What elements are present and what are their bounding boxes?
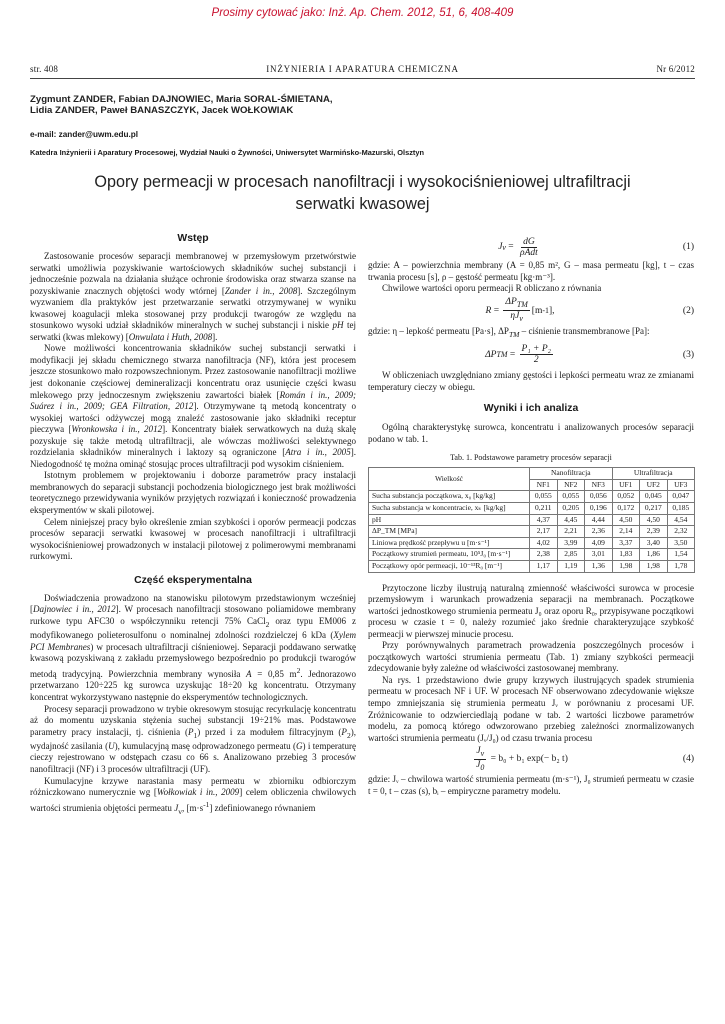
citation-ref: Dajnowiec i in., 2012 <box>33 604 116 615</box>
table-cell: 2,38 <box>530 549 558 561</box>
table-cell: 1,54 <box>667 549 695 561</box>
table-row <box>369 526 695 538</box>
table-col-header: UF2 <box>640 479 668 491</box>
authors-line-2: Lidia ZANDER, Paweł BANASZCZYK, Jacek WOŁKOWIAK <box>30 104 294 116</box>
paragraph: Celem niniejszej pracy było określenie zmian szybkości i oporów permeacji podczas procesów separacji serwatki kwasowej w procesach nanofiltracji i ultrafiltracji wysokociśnieniowej prowadzonych w instalacji pilotowej z polimerowymi membranami rurkowymi. <box>30 516 356 562</box>
table-row <box>369 560 695 572</box>
table-cell: 1,83 <box>612 549 640 561</box>
section-heading-introduction: Wstęp <box>177 233 209 244</box>
table-cell: 3,01 <box>585 549 613 561</box>
text-block: Ogólną charakterystykę surowca, koncentratu i analizowanych procesów separacji podano w tab. 1. <box>368 422 694 444</box>
table-header-ultrafiltration: Ultrafiltracja <box>612 468 695 480</box>
table-col-header: NF3 <box>585 479 613 491</box>
table-cell: 2,85 <box>557 549 585 561</box>
table-cell: 0,185 <box>667 502 695 514</box>
parameters-table <box>368 467 695 572</box>
table-cell: 1,78 <box>667 560 695 572</box>
table-cell: 2,36 <box>585 526 613 538</box>
table-cell: 1,19 <box>557 560 585 572</box>
table-cell: 4,37 <box>530 514 558 526</box>
paragraph: Doświadczenia prowadzono na stanowisku pilotowym przedstawionym wcześniej [Dajnowiec i in., 2012]. W procesach nanofiltracji stosowano poliamidowe membrany rurkowe typu AFC30 o współczynniku retencji 75% CaCl$_2$ oraz typu EM006 z modyfikowanego polieterosulfonu o nominalnej zdolności rozdzielczej 6 kDa (Xylem PCI Membranes) w procesach ultrafiltracji ciśnieniowej. Separacji poddawano serwatkę kwasową pozyskiwaną z zakładu przemysłowego bezpośrednio po produkcji twarogów metodą tradycyjną. Powierzchnia membrany wynosiła A = 0,85 $m^2$. Jednorazowo przetwarzano 120÷225 kg surowca uzyskując 18÷20 kg koncentratu. Otrzymany koncentrat wykorzystywano następnie do eksperymentów technologicznych. <box>30 592 356 702</box>
row-label: Sucha substancja początkowa, x₀ [kg/kg] <box>369 491 530 503</box>
table-caption: Tab. 1. Podstawowe parametry procesów separacji <box>450 453 612 463</box>
table-cell: 0,047 <box>667 491 695 503</box>
table-row <box>369 549 695 561</box>
table-cell: 0,172 <box>612 502 640 514</box>
table-row <box>369 502 695 514</box>
table-cell: 0,211 <box>530 502 558 514</box>
table-row <box>369 491 695 503</box>
section-heading-results: Wyniki i ich analiza <box>483 403 579 415</box>
table-cell: 4,50 <box>640 514 668 526</box>
table-cell: 3,40 <box>640 537 668 549</box>
table-cell: 2,39 <box>640 526 668 538</box>
table-cell: 3,50 <box>667 537 695 549</box>
authors <box>30 95 550 116</box>
issue-number: Nr 6/2012 <box>656 64 695 74</box>
table-cell: 0,205 <box>557 502 585 514</box>
citation-ref: Wronkowska i in., 2012 <box>71 424 163 435</box>
results-text <box>368 583 694 745</box>
authors-line-1: Zygmunt ZANDER, Fabian DAJNOWIEC, Maria SORAL-ŚMIETANA, <box>30 94 333 105</box>
table-cell: 1,36 <box>585 560 613 572</box>
table-cell: 4,44 <box>585 514 613 526</box>
equation-number: (2) <box>682 305 694 316</box>
section-heading-experimental: Część eksperymentalna <box>134 574 252 586</box>
row-label: pH <box>369 514 530 526</box>
paragraph: Istotnym problemem w projektowaniu i doborze parametrów pracy instalacji membranowych do separacji substancji pochodzenia biologicznego jest brak możliwości teoretycznego przewidywania wyników przyjętych rozwiązań i konieczność prowadzenia eksperymentów w skali pilotowej. <box>30 470 356 516</box>
equation-number: (3) <box>682 349 694 360</box>
experimental-text <box>30 593 356 817</box>
table-cell: 2,17 <box>530 526 558 538</box>
equation-1: J v = $\frac{dG}{\text{ρAdt}}$ (1) <box>498 236 694 258</box>
row-label: Początkowy strumień permeatu, 10⁵J₀ [m·s⁻¹] <box>369 549 530 561</box>
table-cell: 1,86 <box>640 549 668 561</box>
citation-ref: Zander i in., 2008 <box>224 285 298 296</box>
eq4-description: gdzie: Jᵥ – chwilowa wartość strumienia permeatu (m·s⁻¹), J₀ strumień permeatu w czasie t = 0, t – czas (s), bᵢ – empiryczne parametry modelu. <box>368 774 694 796</box>
paragraph: Nowe możliwości koncentrowania składników suchej substancji serwatki i modyfikacji jej składu chemicznego stwarza nanofiltracja (NF), która jest procesem jeszcze stosunkowo mało rozpowszechnionym. Przez zastosowanie nanofiltracji możliwe jest dokonanie częściowej demineralizacji koncentratu oraz usunięcie części kwasu mlekowego przy jednoczesnym zwiększeniu zawartości białek [Román i in., 2009; Suárez i in., 2009; GEA Filtration, 2012]. Otrzymywane tą metodą koncentraty o wysokiej wartości odżywczej mogą znaleźć zastosowanie jako składniki receptur pieczywa [Wronkowska i in., 2012]. Koncentraty białek serwatkowych na dużą skalę pozyskuje się także metodą ultrafiltracji, ale wówczas możliwości selektywnego rozdzielania składników mineralnych i laktozy są ograniczone [Atra i in., 2005]. Niedogodność tę można ominąć stosując proces ultrafiltracji pod wysokim ciśnieniem. <box>30 343 356 469</box>
table-cell: 0,055 <box>557 491 585 503</box>
table-cell: 0,056 <box>585 491 613 503</box>
citation-ref: Xylem PCI Membranes <box>30 630 356 652</box>
row-label: Liniowa prędkość przepływu u [m·s⁻¹] <box>369 537 530 549</box>
title-line-1: Opory permeacji w procesach nanofiltracji i wysokociśnieniowej ultrafiltracji <box>94 173 631 191</box>
page-number: str. 408 <box>30 64 59 74</box>
paragraph: Zastosowanie procesów separacji membranowej w przemysłowym przetwórstwie serwatki umożliwia pozyskiwanie wartościowych składników suchej substancji i jednocześnie pozwala na działania służące ochronie środowiska oraz stwarza szanse na pozyskiwanie znacznych objętości wody wtórnej [Zander i in., 2008]. Szczególnym wyzwaniem dla praktyków jest przetwarzanie serwatki otrzymywanej w wyniku kwasowej koagulacji mleka stosowanej przy produkcji twarogów ze względu na stosunkowo wysoki udział składników mineralnych w suchej substancji i niskie pH tej serwatki (kwas mlekowy) [Onwulata i Huth, 2008]. <box>30 251 356 342</box>
table-col-header: NF1 <box>530 479 558 491</box>
table-cell: 0,052 <box>612 491 640 503</box>
eq1-numerator: dG <box>523 236 535 247</box>
equation-2: R = $\frac{\Delta P_{TM}}{\eta J_v}$ [m -1 ], (2) <box>485 297 694 324</box>
table-col-header: UF1 <box>612 479 640 491</box>
title-line-2: serwatki kwasowej <box>295 195 430 213</box>
equation-4: $\frac{J_v}{J_0}$ = b₀ + b₁ exp(− b₂ t) (4) <box>476 745 694 772</box>
citation-ref: Atra i in., 2005 <box>285 447 351 458</box>
table-cell: 3,37 <box>612 537 640 549</box>
table-cell: 4,02 <box>530 537 558 549</box>
table-cell: 0,196 <box>585 502 613 514</box>
table-cell: 2,32 <box>667 526 695 538</box>
right-column <box>368 234 695 797</box>
row-label: ΔP_TM [MPa] <box>369 526 530 538</box>
institution: Katedra Inżynierii i Aparatury Procesowej, Wydział Nauki o Żywności, Uniwersytet Warmińsko-Mazurski, Olsztyn <box>30 148 425 157</box>
email[interactable]: e-mail: zander@uwm.edu.pl <box>30 130 139 139</box>
table-cell: 0,217 <box>640 502 668 514</box>
table-cell: 2,21 <box>557 526 585 538</box>
left-column <box>30 233 356 817</box>
table-col-header: UF3 <box>667 479 695 491</box>
eq1-denominator: ρAdt <box>520 247 538 258</box>
table-cell: 1,17 <box>530 560 558 572</box>
paragraph: Na rys. 1 przedstawiono dwie grupy krzywych ilustrujących spadek strumienia permeatu w procesach NF i UF. W procesach NF obserwowano zdecydowanie większe tempo zmniejszania się strumienia permeatu Jᵥ w porównaniu z procesami UF. Zróżnicowanie to odzwierciedlają podane w tab. 2 wartości liczbowe parametrów modelu, za pomocą którego odwzorowano przebieg zależności znormalizowanych wartości strumienia permeatu (Jᵥ/J₀) od czasu trwania procesu <box>368 674 694 743</box>
table-cell: 3,99 <box>557 537 585 549</box>
paragraph: Przytoczone liczby ilustrują naturalną zmienność właściwości surowca w procesie przemysłowym i warunkach prowadzenia separacji na membranach. Początkowe wartości jednostkowego strumienia permeatu J₀ oraz oporu R₀, przypisywane początkowi procesu w czasie t = 0, należy rozumieć jako średnie charakteryzujące szybkość permeacji w pierwszej minucie procesu. <box>368 582 694 639</box>
equation-number: (1) <box>682 242 694 252</box>
equation-number: (4) <box>682 754 694 765</box>
paragraph: Procesy separacji prowadzono w trybie okresowym stosując recyrkulację koncentratu aż do momentu uzyskania stężenia suchej substancji 19÷21% mas. Podstawowe parametry pracy instalacji, tj. ciśnienia $(P_1)$ przed i za modułem filtracyjnym $(P_2)$, wydajność zasilania (U), kumulacyjną masę odprowadzonego permeatu (G) i temperaturę cieczy rejestrowano w odstępach czasu co 66 s. Analizowano przebieg 3 procesów nanofiltracji (NF) i 3 procesów ultrafiltracji (UF). <box>30 703 356 775</box>
table-header-nanofiltration: Nanofiltracja <box>530 468 613 480</box>
table-cell: 0,045 <box>640 491 668 503</box>
table-cell: 4,45 <box>557 514 585 526</box>
eq1-description: gdzie: A – powierzchnia membrany (A = 0,85 m², G – masa permeatu [kg], t – czas trwania procesu [s], ρ – gęstość permeatu [kg·m⁻³]. Chwilowe wartości oporu permeacji R obliczano z równania <box>368 260 694 294</box>
table-cell: 2,14 <box>612 526 640 538</box>
table-cell: 1,98 <box>640 560 668 572</box>
citation-ref: Román i in., 2009; Suárez i in., 2009; GEA Filtration, 2012 <box>30 389 356 412</box>
citation-ref: Onwulata i Huth, 2008 <box>128 331 213 342</box>
paper-title <box>40 171 685 215</box>
paragraph: Kumulacyjne krzywe narastania masy permeatu w zbiorniku odbiorczym różniczkowano numerycznie wg [Wołkowiak i in., 2009] celem obliczenia chwilowych wartości strumienia objętości permeatu $J_v$, $[m\cdot s^{-1}]$ zdefiniowanego równaniem <box>30 775 356 816</box>
equation-3: ΔP TM = $\frac{\text{P₁ + P₂}}{2}$ (3) <box>485 344 694 366</box>
row-label: Sucha substancja w koncentracie, xₖ [kg/kg] <box>369 502 530 514</box>
table-row <box>369 537 695 549</box>
table-cell: 0,055 <box>530 491 558 503</box>
citation-note: Prosimy cytować jako: Inż. Ap. Chem. 2012, 51, 6, 408-409 <box>211 7 514 19</box>
table-cell: 1,98 <box>612 560 640 572</box>
table-cell: 4,54 <box>667 514 695 526</box>
table-col-header: NF2 <box>557 479 585 491</box>
citation-ref: Wołkowiak i in., 2009 <box>156 787 240 798</box>
row-label: Początkowy opór permeacji, 10⁻¹³R₀ [m⁻¹] <box>369 560 530 572</box>
table-row <box>369 514 695 526</box>
table-cell: 4,50 <box>612 514 640 526</box>
table-cell: 4,09 <box>585 537 613 549</box>
paragraph: Przy porównywalnych parametrach prowadzenia poszczególnych procesów i początkowych wartości strumienia permeatu (Tab. 1) zmiany szybkości permeacji zdecydowanie były zależne od właściwości zastosowanej membrany. <box>368 640 694 674</box>
text-block: W obliczeniach uwzględniano zmiany gęstości i lepkości permeatu wraz ze zmianami temperatury cieczy w obiegu. <box>368 369 694 392</box>
eq2-description: gdzie: η – lepkość permeatu [Pa·s], $\Delta P_{TM}$ – ciśnienie transmembranowe [Pa]: <box>368 325 650 339</box>
table-header-label: Wielkość <box>369 468 530 491</box>
introduction-text <box>30 251 356 563</box>
header-rule <box>30 78 695 79</box>
journal-name: INŻYNIERIA I APARATURA CHEMICZNA <box>266 64 459 74</box>
